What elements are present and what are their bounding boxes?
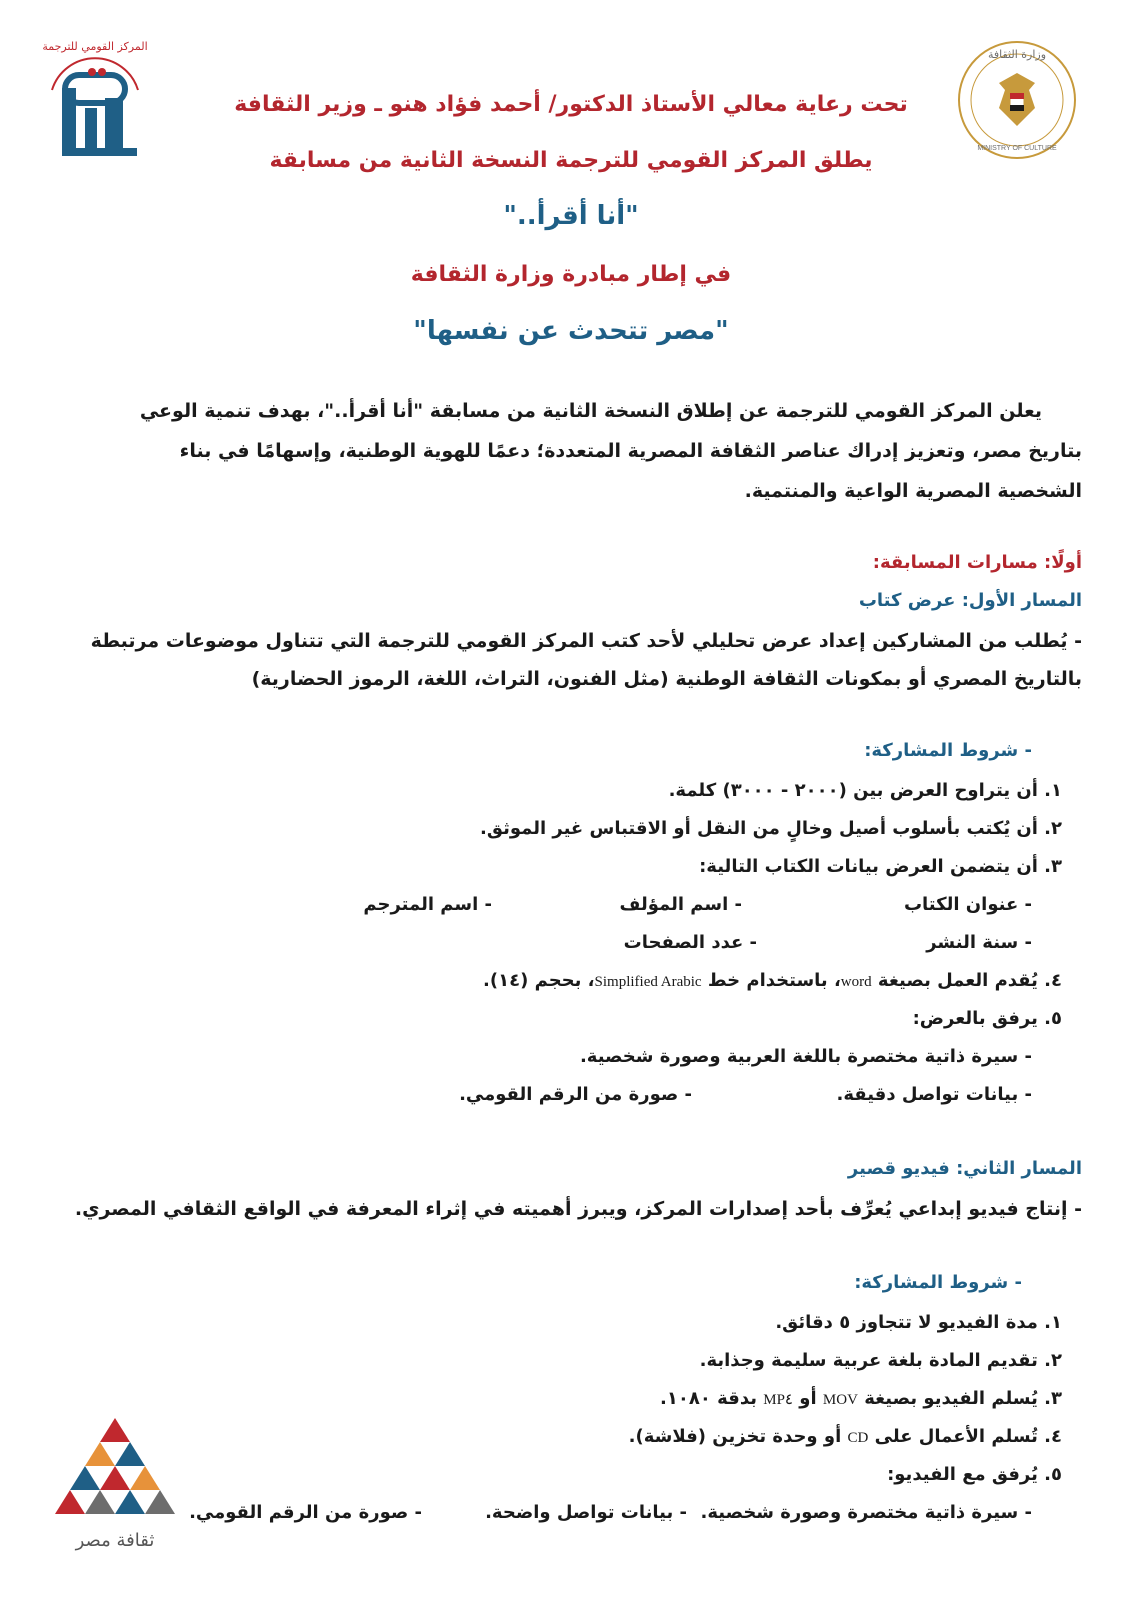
track1-attachment-3: - صورة من الرقم القومي. <box>459 1084 692 1105</box>
author-name-field: - اسم المؤلف <box>619 894 742 915</box>
track1-attachment-2: - بيانات تواصل دقيقة. <box>836 1084 1032 1105</box>
track2-condition-4 <box>629 1426 1062 1447</box>
track1-condition-3: ٣. أن يتضمن العرض بيانات الكتاب التالية: <box>699 856 1062 877</box>
track2-attachment-1: - سيرة ذاتية مختصرة وصورة شخصية. <box>700 1502 1032 1523</box>
logo-arc-text: المركز القومي للترجمة <box>42 40 148 53</box>
c4-cd: CD <box>847 1430 869 1446</box>
c4-part-b: ، باستخدام خط <box>707 970 841 991</box>
pages-field: - عدد الصفحات <box>623 932 757 953</box>
c4-word: word <box>840 974 872 990</box>
patronage-line: تحت رعاية معالي الأستاذ الدكتور/ أحمد فؤاد هنو ـ وزير الثقافة <box>234 92 908 117</box>
track1-condition-4 <box>483 970 1062 991</box>
track1-condition-2: ٢. أن يُكتب بأسلوب أصيل وخالٍ من النقل أو الاقتباس غير الموثق. <box>480 818 1062 839</box>
track2-condition-5: ٥. يُرفق مع الفيديو: <box>887 1464 1062 1485</box>
c3-mp4: MP٤ <box>763 1392 793 1408</box>
tracks-heading: أولًا: مسارات المسابقة: <box>872 552 1082 573</box>
track2-title: المسار الثاني: فيديو قصير <box>847 1158 1082 1179</box>
track1-desc-1: - يُطلب من المشاركين إعداد عرض تحليلي لأحد كتب المركز القومي للترجمة التي تتناول موضوعات مرتبطة <box>90 630 1082 652</box>
track2-conditions-heading: - شروط المشاركة: <box>854 1272 1022 1293</box>
track1-conditions-heading: - شروط المشاركة: <box>864 740 1032 761</box>
competition-name: "أنا أقرأ.." <box>503 201 639 231</box>
track2-condition-1: ١. مدة الفيديو لا تتجاوز ٥ دقائق. <box>775 1312 1062 1333</box>
culture-egypt-logo <box>50 1418 180 1558</box>
intro-line-3: الشخصية المصرية الواعية والمنتمية. <box>744 480 1082 502</box>
translator-name-field: - اسم المترجم <box>363 894 492 915</box>
initiative-name: "مصر تتحدث عن نفسها" <box>413 316 729 346</box>
seal-english-text: MINISTRY OF CULTURE <box>977 145 1057 152</box>
track1-condition-1: ١. أن يتراوح العرض بين (٢٠٠٠ - ٣٠٠٠) كلمة. <box>668 780 1062 801</box>
pub-year-field: - سنة النشر <box>926 932 1032 953</box>
c4-part-b: أو وحدة تخزين (فلاشة). <box>628 1426 842 1447</box>
c4-part-a: ٤. تُسلم الأعمال على <box>874 1426 1062 1447</box>
track2-desc: - إنتاج فيديو إبداعي يُعرِّف بأحد إصدارات المركز، ويبرز أهميته في إثراء المعرفة في الواقع الثقافي المصري. <box>74 1198 1082 1220</box>
launch-line: يطلق المركز القومي للترجمة النسخة الثانية من مسابقة <box>269 148 873 173</box>
track2-condition-3 <box>660 1388 1062 1409</box>
c3-or: أو <box>799 1388 817 1409</box>
c4-font: Simplified Arabic <box>594 974 702 990</box>
track1-attachment-1: - سيرة ذاتية مختصرة باللغة العربية وصورة شخصية. <box>579 1046 1032 1067</box>
c4-part-c: ، بحجم (١٤). <box>483 970 595 991</box>
seal-arabic-text: وزارة الثقافة <box>987 48 1047 61</box>
intro-line-1: يعلن المركز القومي للترجمة عن إطلاق النسخة الثانية من مسابقة "أنا أقرأ.."، بهدف تنمية الوعي <box>139 400 1042 422</box>
track2-attachment-2: - بيانات تواصل واضحة. <box>485 1502 687 1523</box>
track2-condition-2: ٢. تقديم المادة بلغة عربية سليمة وجذابة. <box>699 1350 1062 1371</box>
c4-part-a: ٤. يُقدم العمل بصيغة <box>877 970 1062 991</box>
track1-title: المسار الأول: عرض كتاب <box>858 590 1082 611</box>
intro-line-2: بتاريخ مصر، وتعزيز إدراك عناصر الثقافة المصرية المتعددة؛ دعمًا للهوية الوطنية، وإسهامًا في بناء <box>179 440 1082 462</box>
book-title-field: - عنوان الكتاب <box>903 894 1032 915</box>
track1-desc-2: بالتاريخ المصري أو بمكونات الثقافة الوطنية (مثل الفنون، التراث، اللغة، الرموز الحضارية) <box>251 668 1082 690</box>
c3-part-b: بدقة ١٠٨٠. <box>660 1388 757 1409</box>
track1-condition-5: ٥. يرفق بالعرض: <box>912 1008 1062 1029</box>
track2-attachment-3: - صورة من الرقم القومي. <box>189 1502 422 1523</box>
logo-caption: ثقافة مصر <box>75 1530 155 1551</box>
c3-mov: MOV <box>822 1392 858 1408</box>
initiative-frame: في إطار مبادرة وزارة الثقافة <box>410 262 732 287</box>
c3-part-a: ٣. يُسلم الفيديو بصيغة <box>864 1388 1062 1409</box>
